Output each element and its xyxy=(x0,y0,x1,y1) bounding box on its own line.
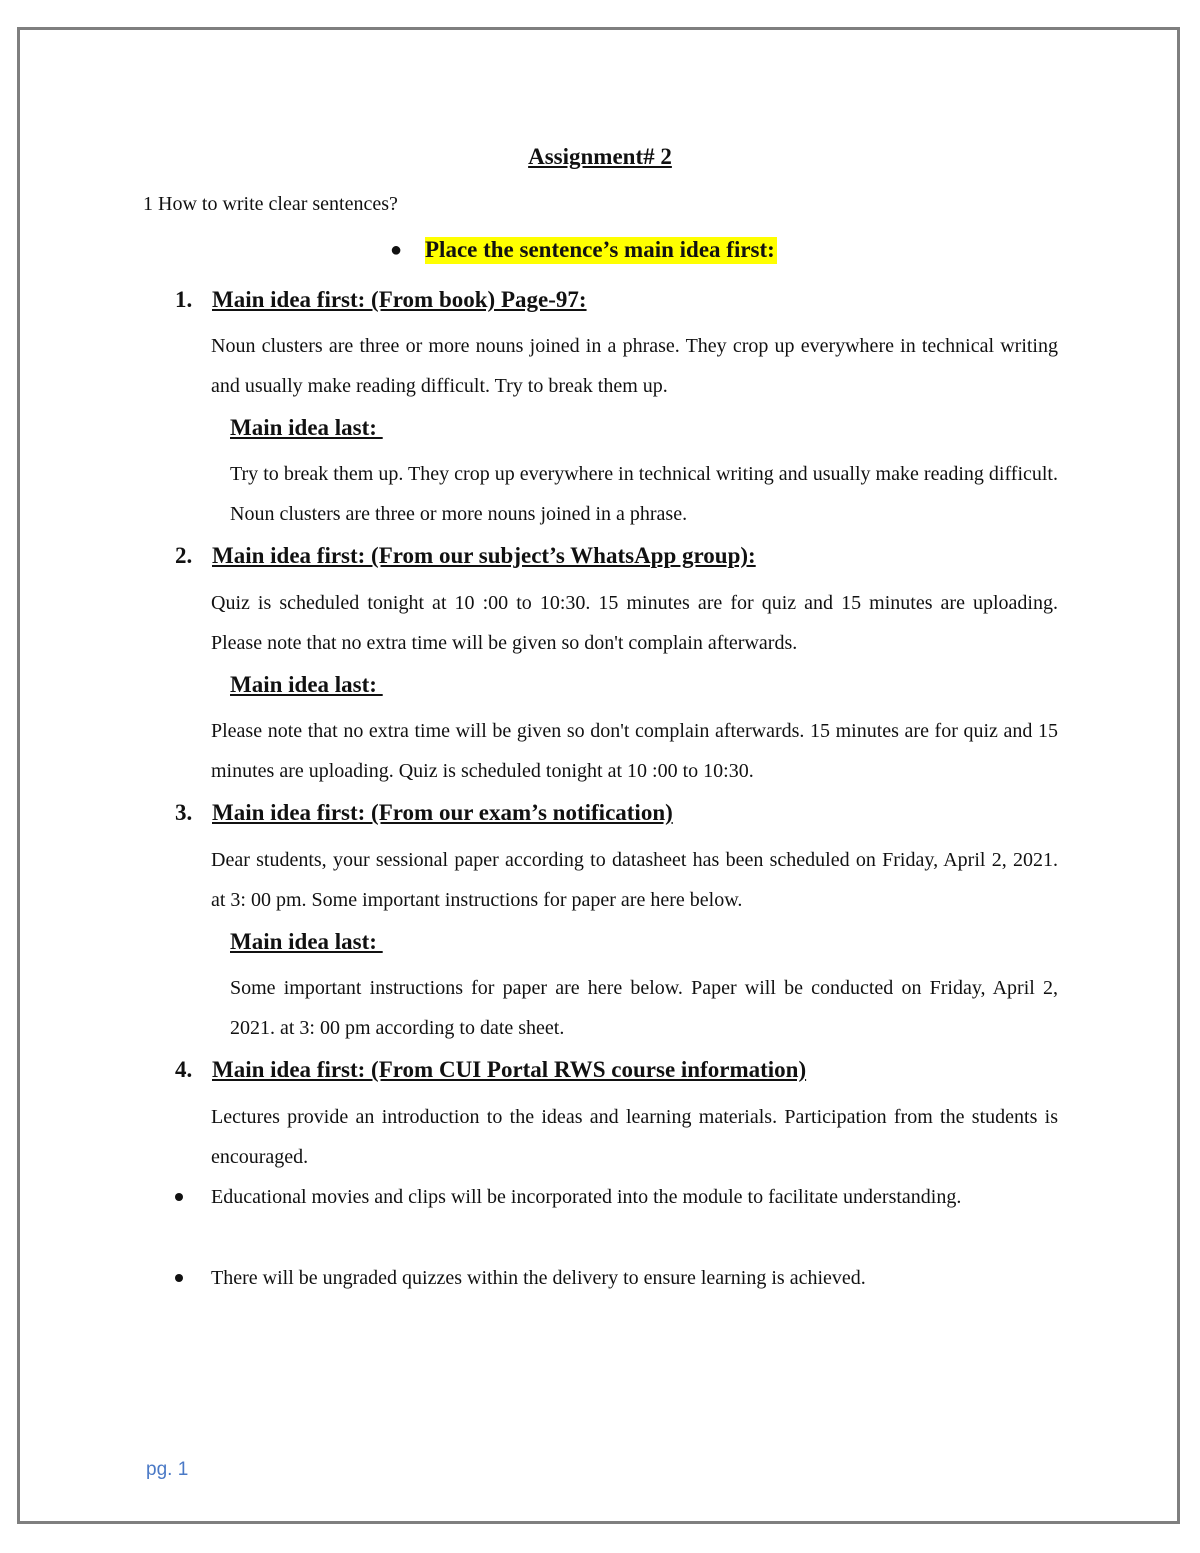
section-heading-3 xyxy=(175,800,673,826)
main-idea-last-text-3: Some important instructions for paper are here below. Paper will be conducted on Friday, April 2, 2021. at 3: 00 pm according to date sheet. xyxy=(230,977,1058,1039)
main-idea-last-text-1: Try to break them up. They crop up everywhere in technical writing and usually make reading difficult. Noun clusters are three or more nouns joined in a phrase. xyxy=(230,463,1058,525)
document-title: Assignment# 2 xyxy=(528,144,672,169)
section-title: Main idea first: (From our exam’s notification) xyxy=(212,800,673,825)
section-heading-1 xyxy=(175,287,587,313)
section-heading-2 xyxy=(175,543,756,569)
section-title: Main idea first: (From our subject’s WhatsApp group): xyxy=(212,543,756,568)
section-number: 3. xyxy=(175,800,193,825)
bullet-item-2: There will be ungraded quizzes within the delivery to ensure learning is achieved. xyxy=(211,1267,866,1289)
main-idea-first-text-4: Lectures provide an introduction to the ideas and learning materials. Participation from the students is encouraged. xyxy=(211,1106,1058,1168)
section-number: 1. xyxy=(175,287,193,312)
section-title: Main idea first: (From CUI Portal RWS course information) xyxy=(212,1057,807,1082)
bullet-icon xyxy=(175,1193,183,1201)
main-idea-last-heading-2: Main idea last: xyxy=(230,672,383,697)
question-text: 1 How to write clear sentences? xyxy=(143,193,398,215)
highlighted-heading xyxy=(390,237,777,263)
bullet-icon xyxy=(175,1274,183,1282)
page-number-footer: pg. 1 xyxy=(146,1459,189,1480)
section-number: 2. xyxy=(175,543,193,568)
section-heading-4 xyxy=(175,1057,806,1083)
bullet-icon: ● xyxy=(390,239,403,261)
main-idea-last-heading-3: Main idea last: xyxy=(230,929,383,954)
main-idea-first-text-2: Quiz is scheduled tonight at 10 :00 to 10:30. 15 minutes are for quiz and 15 minutes are uploading. Please note that no extra time will be given so don't complain afterwards. xyxy=(211,592,1058,654)
highlighted-heading-text: Place the sentence’s main idea first: xyxy=(425,237,775,262)
section-number: 4. xyxy=(175,1057,193,1082)
bullet-item-1: Educational movies and clips will be incorporated into the module to facilitate understanding. xyxy=(211,1186,962,1208)
main-idea-first-text-3: Dear students, your sessional paper according to datasheet has been scheduled on Friday, April 2, 2021. at 3: 00 pm. Some important instructions for paper are here below. xyxy=(211,849,1058,911)
section-title: Main idea first: (From book) Page-97: xyxy=(212,287,587,312)
main-idea-first-text-1: Noun clusters are three or more nouns joined in a phrase. They crop up everywhere in technical writing and usually make reading difficult. Try to break them up. xyxy=(211,335,1058,397)
main-idea-last-text-2: Please note that no extra time will be given so don't complain afterwards. 15 minutes are for quiz and 15 minutes are uploading. Quiz is scheduled tonight at 10 :00 to 10:30. xyxy=(211,720,1058,782)
main-idea-last-heading-1: Main idea last: xyxy=(230,415,383,440)
